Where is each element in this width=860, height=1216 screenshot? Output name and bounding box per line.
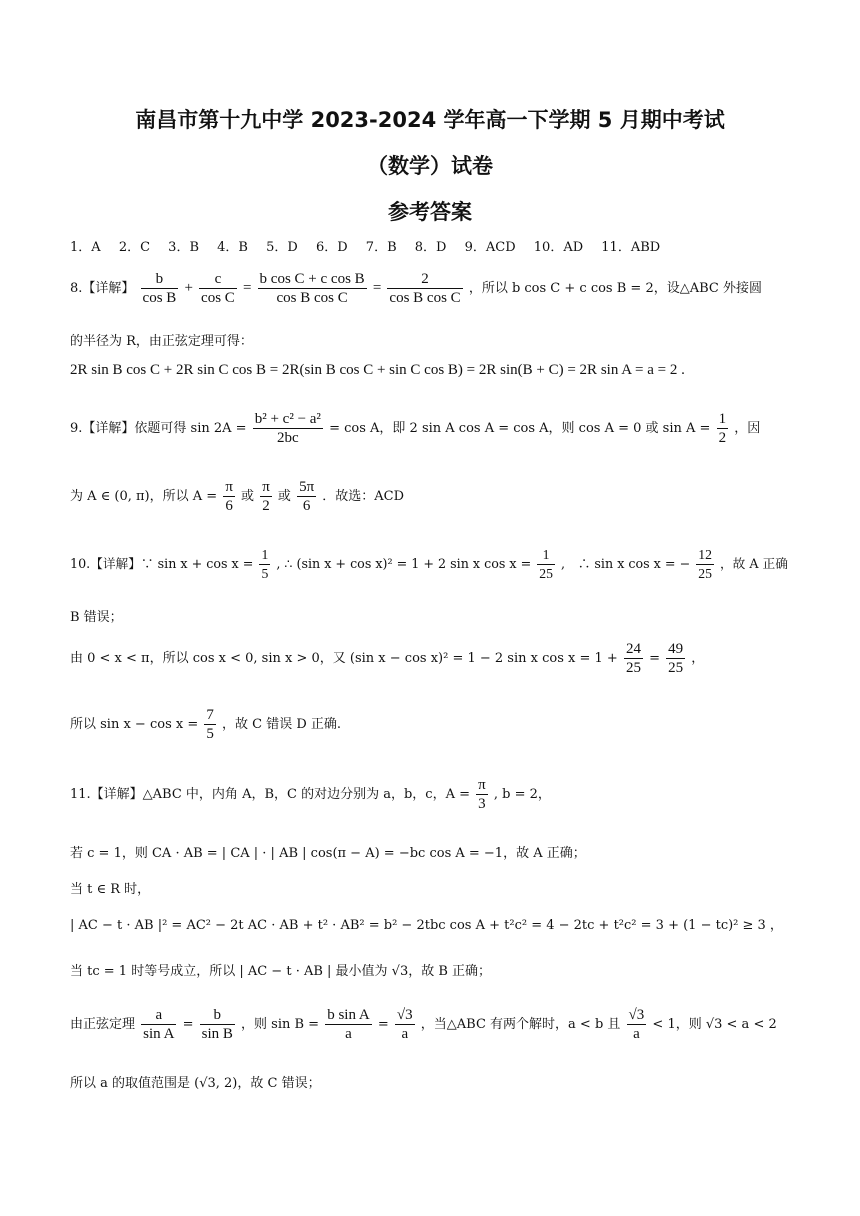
fraction: $\frac{1}{25}$ <box>539 547 553 581</box>
q10-line1: 10.【详解】∵ sin x + cos x = $\frac{1}{5}$ , ∴ (sin x + cos x)² = 1 + 2 sin x cos x = $\frac{1}{25}$ , ∴ sin x cos x = − $\frac{12}{25}$ ，故 A 正确 <box>70 547 788 581</box>
q9-line1: 9.【详解】依题可得 sin 2A = $\frac{\text{b² + c² − a²}}{2bc}$ = cos A，即 2 sin A cos A = cos A，则 cos A = 0 或 sin A = $\frac{1}{2}$ ，因 <box>70 411 761 446</box>
fraction: $\frac{5\pi}{6}$ <box>299 479 315 514</box>
q9-line2: 为 A ∈ (0, π)，所以 A = $\frac{\pi}{6}$ 或 $\frac{\pi}{2}$ 或 $\frac{5\pi}{6}$ ．故选：ACD <box>70 479 405 514</box>
q8-tail: ，所以 b cos C + c cos B = 2，设△ABC 外接圆 <box>468 281 762 296</box>
fraction: $\frac{\pi}{2}$ <box>262 479 270 514</box>
fraction: $\frac{24}{25}$ <box>625 641 641 676</box>
fraction: $\frac{b}{\text{cos B}}$ <box>142 271 177 306</box>
q11-line6: 由正弦定理 $\frac{a}{\text{sin A}}$ = $\frac{b}{\text{sin B}}$ ，则 sin B = $\frac{\text{b sin A}}{a}$ = $\frac{√3}{a}$ ，当△ABC 有两个解时，a < b 且 $\frac{√3}{a}$ < 1，则 √3 < a < 2 <box>70 1007 777 1042</box>
page-subtitle: （数学）试卷 <box>367 154 493 178</box>
fraction: $\frac{2}{\text{cos B cos C}}$ <box>389 271 461 306</box>
answer-item: 2．C <box>118 240 151 255</box>
q10-line2: B 错误； <box>70 610 123 625</box>
fraction: $\frac{1}{5}$ <box>261 547 269 581</box>
answer-item: 11．ABD <box>601 240 661 255</box>
q11-line5: 当 tc = 1 时等号成立，所以 | AC − t · AB | 最小值为 √3，故 B 正确； <box>70 964 492 979</box>
answer-item: 8．D <box>414 240 447 255</box>
answer-item: 4．B <box>217 240 248 255</box>
q11-line3: 当 t ∈ R 时， <box>70 882 151 897</box>
answer-item: 7．B <box>365 240 397 255</box>
answer-item: 9．ACD <box>464 240 516 255</box>
answer-key-heading: 参考答案 <box>388 200 472 224</box>
fraction: $\frac{\text{b cos C + c cos B}}{\text{cos B cos C}}$ <box>259 271 365 306</box>
q11-line7: 所以 a 的取值范围是 (√3, 2)，故 C 错误； <box>70 1076 321 1091</box>
q11-line4: | AC − t · AB |² = AC² − 2t AC · AB + t² · AB² = b² − 2tbc cos A + t²c² = 4 − 2tc + t²c² = 3 + (1 − tc)² ≥ 3 ， <box>70 918 783 933</box>
fraction: $\frac{\pi}{3}$ <box>478 777 486 812</box>
q8-label: 8.【详解】 <box>70 281 135 296</box>
fraction: $\frac{1}{2}$ <box>718 411 727 446</box>
fraction: $\frac{7}{5}$ <box>206 707 214 742</box>
page-title: 南昌市第十九中学 2023-2024 学年高一下学期 5 月期中考试 <box>135 108 725 132</box>
answer-item: 5．D <box>266 240 298 255</box>
fraction: $\frac{√3}{a}$ <box>396 1007 413 1042</box>
fraction: $\frac{49}{25}$ <box>668 641 684 676</box>
q11-line1: 11.【详解】△ABC 中，内角 A，B，C 的对边分别为 a，b，c，A = $\frac{\pi}{3}$ , b = 2， <box>70 777 551 812</box>
q8-line3: 2R sin B cos C + 2R sin C cos B = 2R(sin B cos C + sin C cos B) = 2R sin(B + C) = 2R sin A = a = 2 . <box>70 362 685 378</box>
q8-line1: 8.【详解】 $\frac{b}{\text{cos B}}$ + $\frac{c}{\text{cos C}}$ = $\frac{\text{b cos C + c cos B}}{\text{cos B cos C}}$ = $\frac{2}{\text{cos B cos C}}$ ，所以 b cos C + c cos B = 2，设△ABC 外接圆 <box>70 271 762 306</box>
answer-list <box>70 236 674 255</box>
fraction: $\frac{a}{\text{sin A}}$ <box>143 1007 175 1042</box>
fraction: $\frac{\text{b sin A}}{a}$ <box>327 1007 370 1042</box>
answer-item: 3．B <box>168 240 199 255</box>
fraction: $\frac{\text{b² + c² − a²}}{2bc}$ <box>254 411 321 446</box>
fraction: $\frac{12}{25}$ <box>698 547 712 581</box>
fraction: $\frac{b}{\text{sin B}}$ <box>201 1007 233 1042</box>
q10-line4: 所以 sin x − cos x = $\frac{7}{5}$ ，故 C 错误 D 正确. <box>70 707 342 742</box>
q11-line2: 若 c = 1，则 CA · AB = | CA | · | AB | cos(π − A) = −bc cos A = −1，故 A 正确； <box>70 846 586 861</box>
answer-item: 1．A <box>70 240 101 255</box>
fraction: $\frac{√3}{a}$ <box>628 1007 645 1042</box>
fraction: $\frac{\pi}{6}$ <box>225 479 233 514</box>
fraction: $\frac{c}{\text{cos C}}$ <box>201 271 235 306</box>
answer-item: 6．D <box>315 240 348 255</box>
q8-line2: 的半径为 R，由正弦定理可得： <box>70 334 253 349</box>
answer-item: 10．AD <box>533 240 584 255</box>
q10-line3: 由 0 < x < π，所以 cos x < 0, sin x > 0，又 (sin x − cos x)² = 1 − 2 sin x cos x = 1 + $\frac{24}{25}$ = $\frac{49}{25}$ ， <box>70 641 705 676</box>
